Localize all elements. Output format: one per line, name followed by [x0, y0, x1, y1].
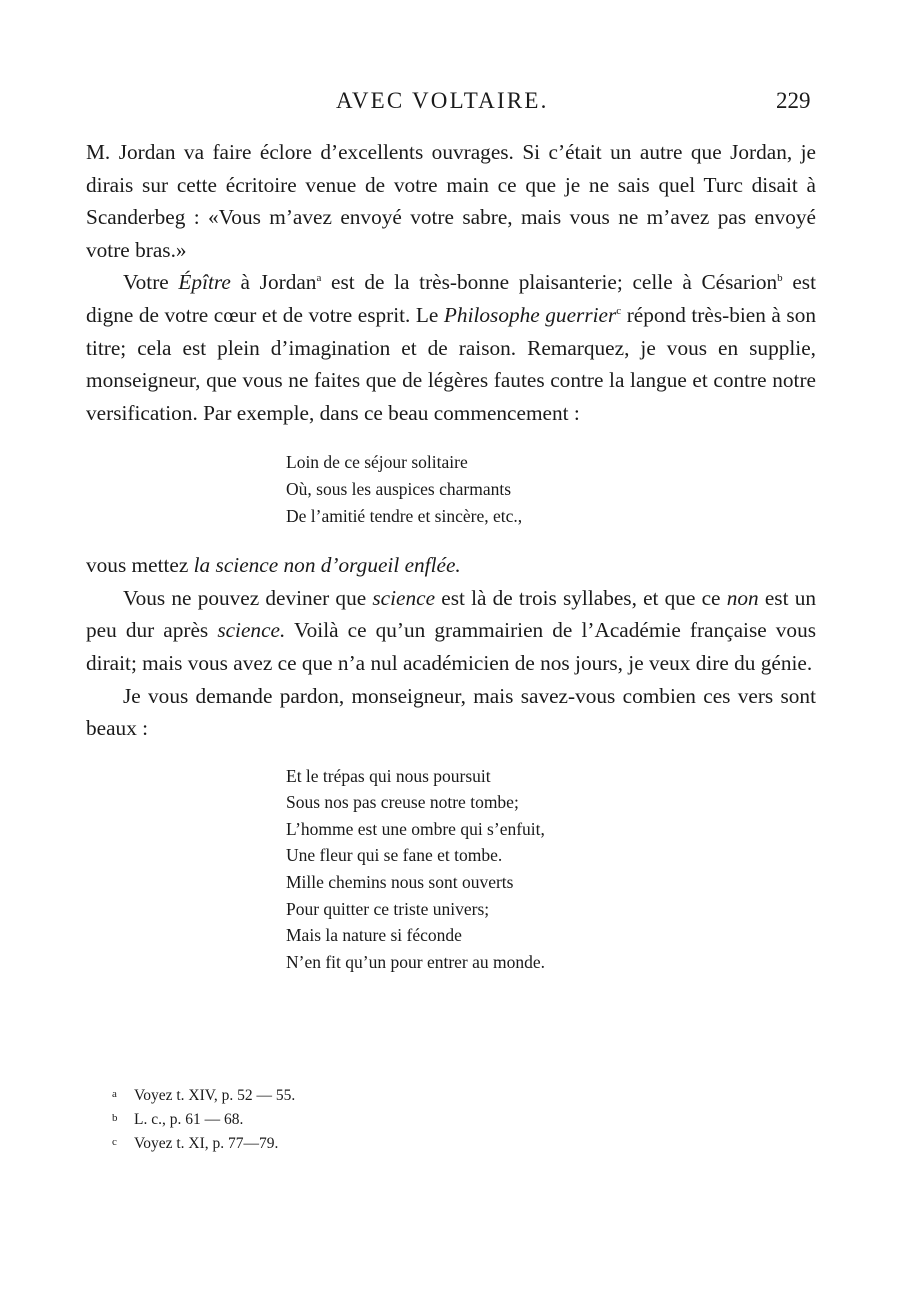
footnote-ref-c: c [616, 304, 622, 317]
footnote-text: Voyez t. XIV, p. 52 — 55. [134, 1087, 296, 1104]
paragraph-2 [86, 266, 816, 429]
italic-run: science [372, 585, 436, 610]
verse-line: Et le trépas qui nous poursuit [286, 765, 491, 786]
verse-line: N’en fit qu’un pour entrer au monde. [286, 951, 546, 972]
verse-line: Une fleur qui se fane et tombe. [286, 845, 503, 866]
footnote-b [112, 1107, 295, 1131]
footnote-mark: b [112, 1112, 118, 1124]
paragraph-4 [86, 582, 816, 680]
text-run: Votre [123, 270, 179, 295]
footnote-mark: a [112, 1088, 117, 1100]
italic-run: la science non d’orgueil enflée. [193, 553, 461, 578]
footnotes [112, 1083, 295, 1155]
verse-quote-2 [286, 763, 816, 976]
body-text [86, 136, 816, 975]
text-run: est digne de votre cœur et de votre esprit. Le [86, 270, 816, 327]
footnote-text: Voyez t. XI, p. 77—79. [134, 1135, 279, 1152]
verse-line: Où, sous les auspices charmants [286, 478, 512, 499]
text-run: est là de trois syllabes, et que ce [435, 585, 727, 610]
text-run: Vous ne pouvez deviner que [123, 585, 373, 610]
text-run: vous mettez [86, 553, 194, 578]
italic-run: Philosophe guerrier [443, 302, 617, 327]
verse-line: De l’amitié tendre et sincère, etc., [286, 505, 523, 526]
footnote-mark: c [112, 1136, 117, 1148]
page-number: 229 [776, 88, 811, 113]
page-header [0, 88, 900, 122]
italic-run: science. [217, 618, 286, 643]
verse-quote-1 [286, 449, 816, 529]
verse-line: Mais la nature si féconde [286, 925, 462, 946]
italic-run: Épître [178, 270, 231, 295]
verse-line: Mille chemins nous sont ouverts [286, 872, 514, 893]
footnote-text: L. c., p. 61 — 68. [134, 1111, 244, 1128]
text-run: à Jordan [230, 270, 317, 295]
footnote-ref-a: a [316, 272, 322, 285]
footnote-a [112, 1083, 295, 1107]
verse-line: Loin de ce séjour solitaire [286, 452, 468, 473]
running-title: AVEC VOLTAIRE. [336, 88, 549, 113]
text-run: répond très-bien à son titre; cela est plein d’imagination et de raison. Remarquez, je vous en supplie, monseigneur, que vous ne faites que de légères fautes contre la langue et contre notre versification. Par exemple, dans ce beau commencement : [86, 302, 817, 425]
footnote-c [112, 1131, 295, 1155]
paragraph-5: Je vous demande pardon, monseigneur, mais savez-vous combien ces vers sont beaux : [86, 683, 816, 741]
verse-line: Sous nos pas creuse notre tombe; [286, 792, 519, 813]
text-run: Voilà ce qu’un grammairien de l’Académie française vous dirait; mais vous avez ce que n’a nul académicien de nos jours, je veux dire du génie. [86, 618, 817, 675]
text-run: est un peu dur après [86, 585, 816, 643]
verse-line: L’homme est une ombre qui s’enfuit, [286, 818, 545, 839]
footnote-ref-b: b [777, 272, 783, 285]
paragraph-3 [86, 549, 816, 582]
italic-run: non [726, 585, 759, 610]
text-run: est de la très-bonne plaisanterie; celle à Césarion [321, 270, 778, 295]
paragraph-1: M. Jordan va faire éclore d’excellents ouvrages. Si c’était un autre que Jordan, je dirais sur cette écritoire venue de votre main ce que je ne sais quel Turc disait à Scanderbeg : «Vous m’avez envoyé votre sabre, mais vous ne m’avez pas envoyé votre bras.» [86, 140, 816, 262]
verse-line: Pour quitter ce triste univers; [286, 898, 490, 919]
